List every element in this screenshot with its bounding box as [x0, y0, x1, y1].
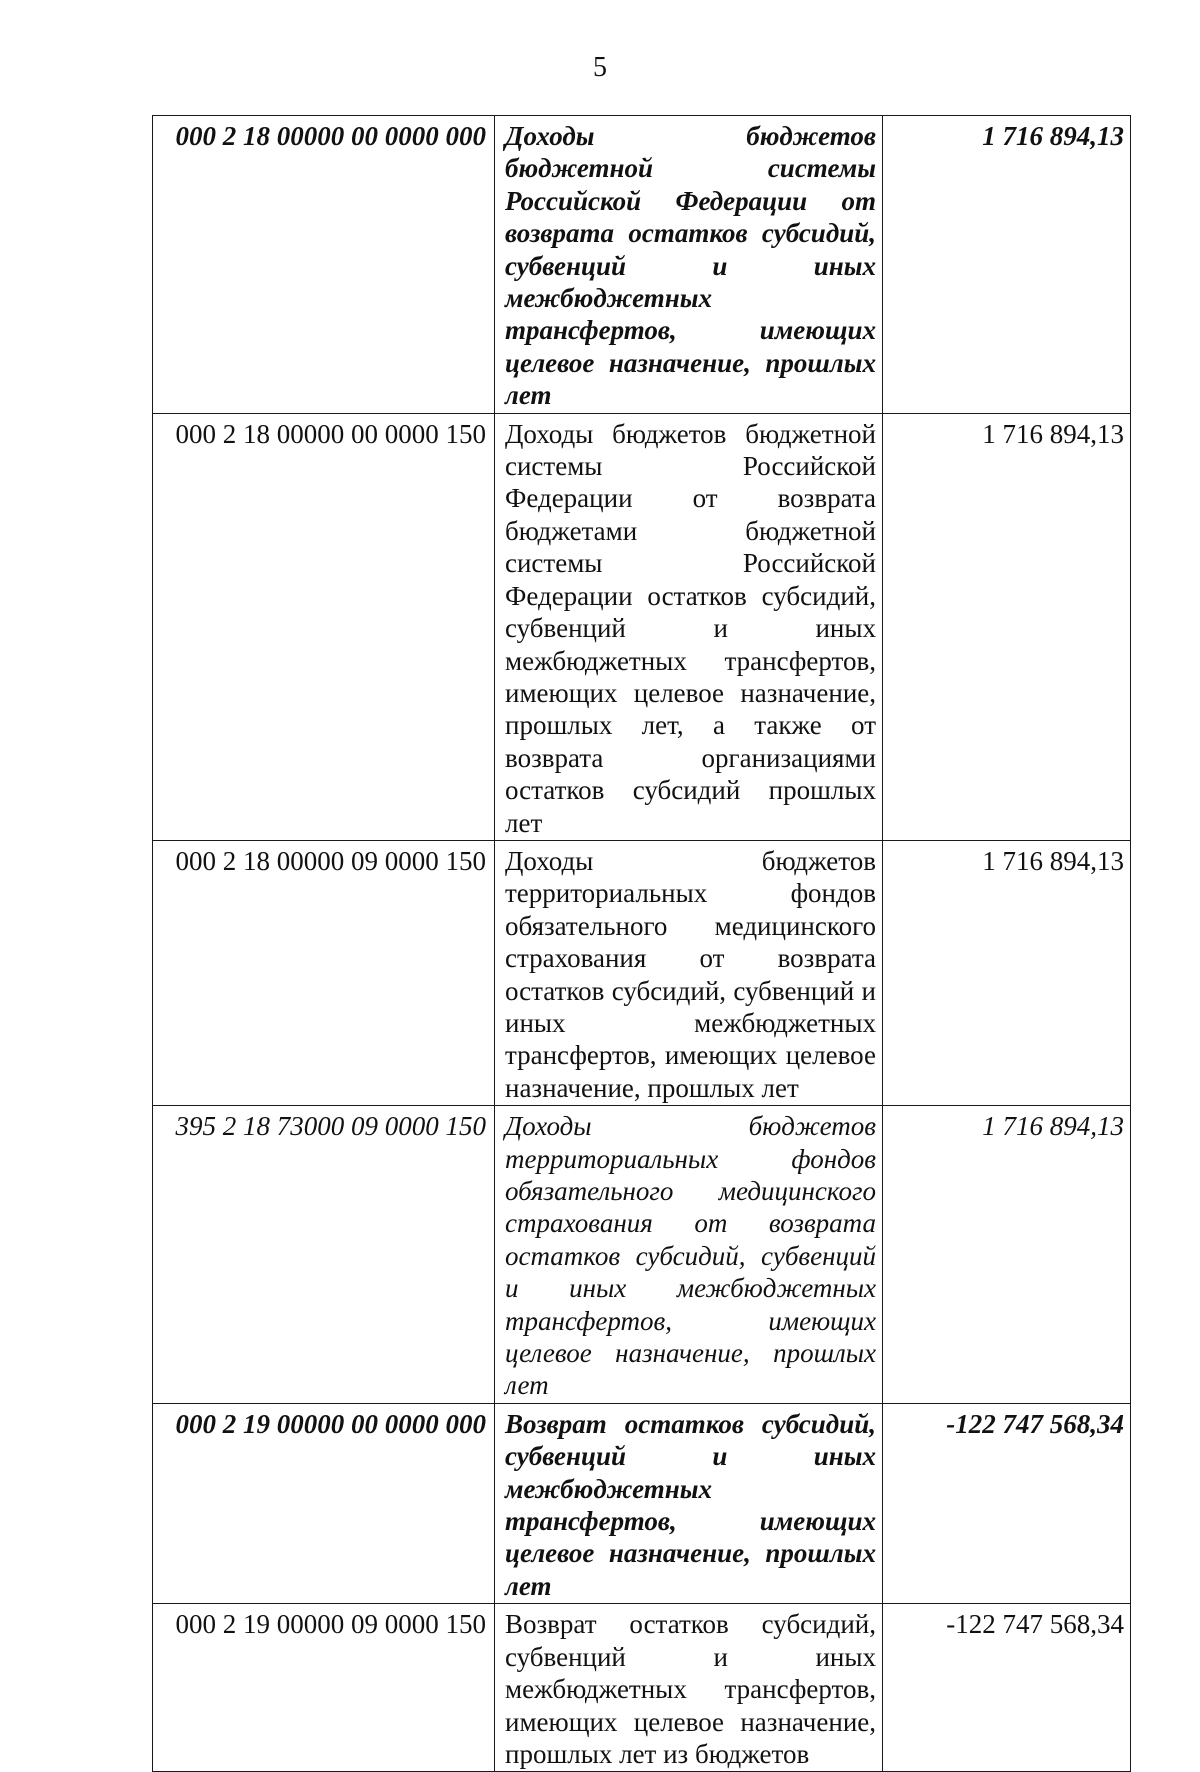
- budget-description: Доходы бюджетов территориальных фондов обязательного медицинского страхования от возврата остатков субсидий, субвенций и иных межбюджетных трансфертов, имеющих целевое назначение, прошлых лет: [495, 840, 883, 1105]
- budget-description: Доходы бюджетов бюджетной системы Российской Федерации от возврата бюджетами бюджетной системы Российской Федерации остатков субсидий, субвенций и иных межбюджетных трансфертов, имеющих целевое назначение, прошлых лет, а также от возврата организациями остатков субсидий прошлых лет: [495, 413, 883, 840]
- budget-description: Доходы бюджетов бюджетной системы Российской Федерации от возврата остатков субсидий, субвенций и иных межбюджетных трансфертов, имеющих целевое назначение, прошлых лет: [495, 116, 883, 414]
- budget-amount: -122 747 568,34: [883, 1403, 1131, 1603]
- budget-code: 000 2 18 00000 09 0000 150: [153, 840, 495, 1105]
- budget-amount: 1 716 894,13: [883, 1106, 1131, 1404]
- table-row: [153, 116, 1131, 414]
- budget-amount: 1 716 894,13: [883, 413, 1131, 840]
- table-row: [153, 840, 1131, 1105]
- table-row: [153, 1604, 1131, 1772]
- table-row: [153, 1106, 1131, 1404]
- budget-description: Возврат остатков субсидий, субвенций и иных межбюджетных трансфертов, имеющих целевое назначение, прошлых лет из бюджетов: [495, 1604, 883, 1772]
- budget-description: Доходы бюджетов территориальных фондов обязательного медицинского страхования от возврата остатков субсидий, субвенций и иных межбюджетных трансфертов, имеющих целевое назначение, прошлых лет: [495, 1106, 883, 1404]
- budget-amount: -122 747 568,34: [883, 1604, 1131, 1772]
- budget-amount: 1 716 894,13: [883, 116, 1131, 414]
- budget-amount: 1 716 894,13: [883, 840, 1131, 1105]
- budget-code: 000 2 18 00000 00 0000 150: [153, 413, 495, 840]
- budget-code: 395 2 18 73000 09 0000 150: [153, 1106, 495, 1404]
- budget-revenue-table: [152, 115, 1131, 1772]
- table-row: [153, 413, 1131, 840]
- page-number: 5: [593, 52, 607, 83]
- budget-code: 000 2 19 00000 09 0000 150: [153, 1604, 495, 1772]
- table-row: [153, 1403, 1131, 1603]
- budget-description: Возврат остатков субсидий, субвенций и иных межбюджетных трансфертов, имеющих целевое назначение, прошлых лет: [495, 1403, 883, 1603]
- budget-code: 000 2 18 00000 00 0000 000: [153, 116, 495, 414]
- budget-code: 000 2 19 00000 00 0000 000: [153, 1403, 495, 1603]
